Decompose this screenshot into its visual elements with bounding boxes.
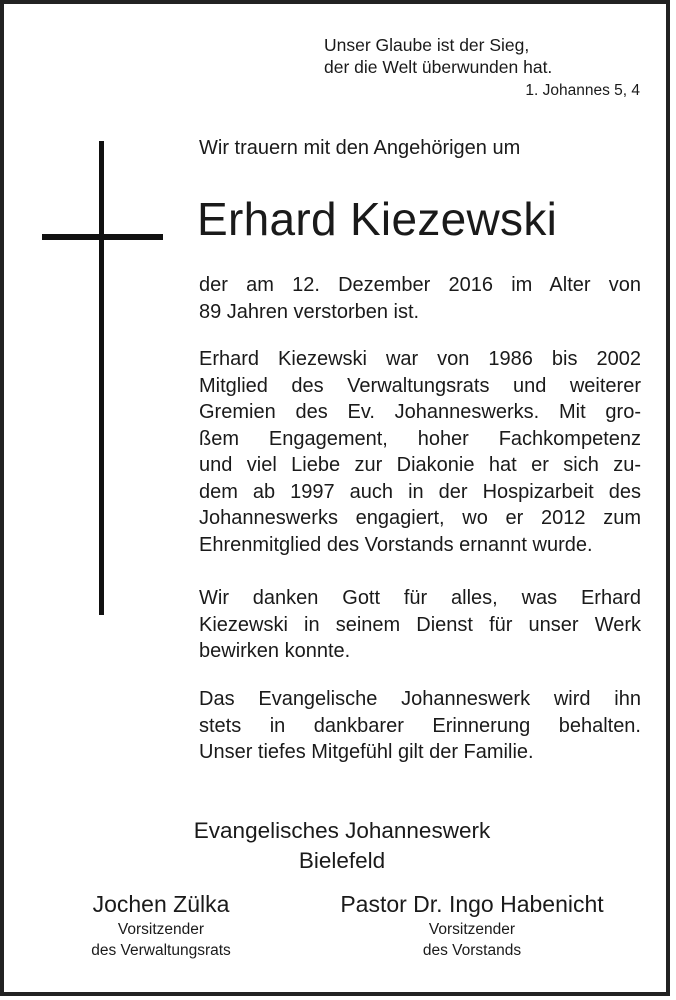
signatory-role: Vorsitzender: [428, 921, 516, 938]
paragraph-line: dem ab 1997 auch in der Hospizarbeit des: [199, 480, 641, 503]
cross-horizontal-bar: [42, 234, 163, 240]
paragraph-line: Johanneswerks engagiert, wo er 2012 zum: [199, 507, 641, 529]
verse-line-2: der die Welt überwunden hat.: [324, 57, 553, 77]
intro-text: Wir trauern mit den Angehörigen um: [199, 137, 521, 159]
signatory-name: Jochen Zülka: [92, 891, 230, 917]
paragraph-line: Unser tiefes Mitgefühl gilt der Familie.: [199, 741, 534, 763]
paragraph-remembrance: [199, 686, 641, 766]
paragraph-line: und viel Liebe zur Diakonie hat er sich zu-: [199, 454, 641, 476]
verse-reference: 1. Johannes 5, 4: [525, 82, 640, 99]
paragraph-line: Kiezewski in seinem Dienst für unser Werk: [199, 613, 641, 636]
cross-vertical-bar: [99, 141, 104, 615]
paragraph-line: ßem Engagement, hoher Fachkompetenz: [199, 427, 641, 450]
signatory-role-detail: des Vorstands: [422, 942, 522, 959]
organization-name: Evangelisches Johanneswerk: [193, 818, 491, 843]
paragraph-line: Das Evangelische Johanneswerk wird ihn: [199, 688, 641, 710]
paragraph-line: der am 12. Dezember 2016 im Alter von: [199, 274, 641, 296]
paragraph-line: bewirken konnte.: [199, 640, 351, 662]
paragraph-biography: [199, 346, 641, 558]
paragraph-line: Erhard Kiezewski war von 1986 bis 2002: [199, 348, 641, 370]
paragraph-line: Wir danken Gott für alles, was Erhard: [199, 587, 641, 609]
verse-line-1: Unser Glaube ist der Sieg,: [324, 35, 530, 55]
deceased-name: Erhard Kiezewski: [197, 193, 558, 245]
bible-verse: [324, 34, 640, 102]
paragraph-line: Gremien des Ev. Johanneswerks. Mit gro-: [199, 401, 641, 423]
paragraph-line: stets in dankbarer Erinnerung behalten.: [199, 714, 641, 737]
signatory-chairman-executive: [304, 889, 640, 961]
obituary-notice: [3, 3, 667, 993]
paragraph-line: Ehrenmitglied des Vorstands ernannt wurde.: [199, 533, 593, 556]
paragraph-line: 89 Jahren verstorben ist.: [199, 300, 420, 323]
paragraph-death-date: [199, 272, 641, 325]
signatory-chairman-board: [56, 889, 266, 961]
signatory-role-detail: des Verwaltungsrats: [91, 942, 231, 959]
paragraph-line: Mitglied des Verwaltungsrats und weiterer: [199, 374, 641, 397]
signatory-role: Vorsitzender: [117, 921, 205, 938]
organization-city: Bielefeld: [298, 848, 386, 873]
paragraph-gratitude: [199, 585, 641, 665]
signatory-name: Pastor Dr. Ingo Habenicht: [340, 891, 604, 917]
